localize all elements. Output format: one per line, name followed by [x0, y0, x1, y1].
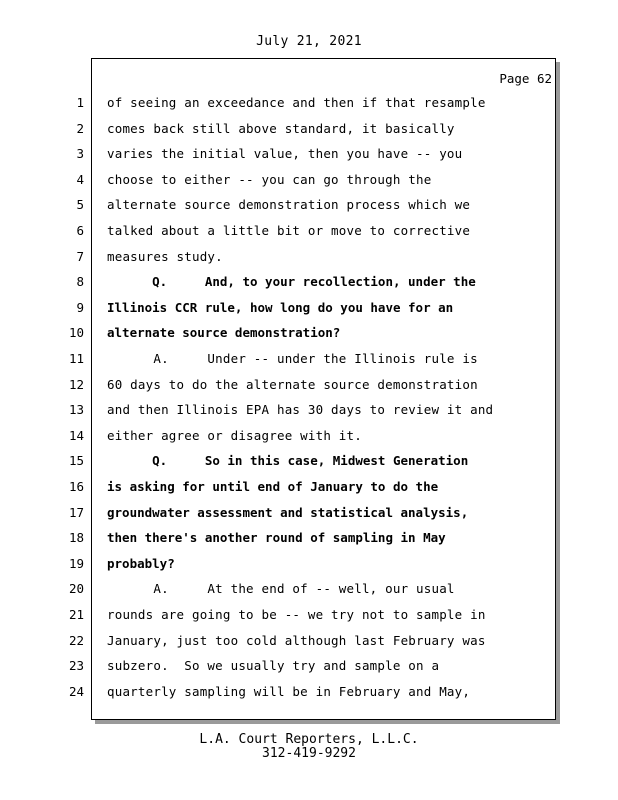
transcript-line [0, 146, 560, 162]
line-text: groundwater assessment and statistical analysis, [107, 504, 469, 520]
line-number: 23 [68, 658, 84, 674]
transcript-line [0, 453, 560, 469]
line-number: 11 [68, 351, 84, 366]
transcript-line [0, 223, 560, 239]
line-number: 22 [68, 632, 84, 648]
transcript-line [0, 428, 560, 444]
line-number: 15 [68, 453, 84, 469]
line-text: choose to either -- you can go through the [107, 171, 432, 187]
line-text: is asking for until end of January to do the [107, 479, 439, 494]
line-text: either agree or disagree with it. [107, 427, 362, 443]
line-text: January, just too cold although last February was [107, 632, 486, 648]
transcript-line [0, 684, 560, 700]
line-text: measures study. [107, 248, 223, 264]
line-number: 12 [68, 376, 84, 392]
line-number: 10 [68, 325, 84, 341]
transcript-line [0, 377, 560, 393]
line-text: varies the initial value, then you have -- you [107, 146, 463, 162]
transcript-line [0, 197, 560, 213]
transcript-line [0, 274, 560, 290]
line-text: probably? [107, 555, 175, 571]
line-text: 60 days to do the alternate source demonstration [107, 376, 478, 392]
transcript-line [0, 95, 560, 111]
line-text: alternate source demonstration process which we [107, 197, 471, 213]
line-number: 21 [68, 607, 84, 622]
transcript-line [0, 121, 560, 137]
line-number: 24 [68, 683, 84, 699]
transcript-line [0, 172, 560, 188]
transcript-line [0, 351, 560, 367]
line-text: rounds are going to be -- we try not to sample in [107, 607, 486, 622]
line-text: comes back still above standard, it basically [107, 120, 455, 136]
line-text: A. Under -- under the Illinois rule is [107, 351, 478, 366]
line-number: 4 [76, 171, 84, 187]
transcript-line [0, 325, 560, 341]
line-number: 1 [76, 95, 84, 110]
transcript-line [0, 530, 560, 546]
line-text: A. At the end of -- well, our usual [107, 581, 455, 597]
transcript-line [0, 556, 560, 572]
line-text: quarterly sampling will be in February and May, [107, 683, 471, 699]
line-number: 6 [76, 223, 84, 238]
line-text: of seeing an exceedance and then if that resample [107, 95, 486, 110]
transcript-line [0, 633, 560, 649]
line-number: 20 [68, 581, 84, 597]
line-number: 3 [76, 146, 84, 162]
transcript-line [0, 581, 560, 597]
transcript-line [0, 300, 560, 316]
line-number: 14 [68, 427, 84, 443]
line-text: subzero. So we usually try and sample on a [107, 658, 440, 674]
line-number: 5 [76, 197, 84, 213]
line-text: Illinois CCR rule, how long do you have for an [107, 299, 454, 315]
transcript-line [0, 658, 560, 674]
line-number: 13 [68, 402, 84, 418]
line-number: 18 [68, 530, 84, 546]
line-text: then there's another round of sampling in May [107, 530, 446, 546]
line-number: 16 [68, 479, 84, 494]
page-number: Page 62 [499, 71, 552, 86]
footer-phone: 312-419-9292 [262, 746, 356, 761]
line-text: talked about a little bit or move to corrective [107, 223, 471, 238]
line-text: and then Illinois EPA has 30 days to review it and [107, 402, 494, 418]
line-text: Q. So in this case, Midwest Generation [107, 453, 469, 469]
line-number: 9 [76, 299, 84, 315]
transcript-line [0, 479, 560, 495]
line-number: 8 [76, 274, 84, 290]
line-text: alternate source demonstration? [107, 325, 341, 341]
line-number: 7 [76, 248, 84, 264]
line-number: 19 [68, 555, 84, 571]
transcript-line [0, 402, 560, 418]
header-date: July 21, 2021 [256, 34, 362, 49]
transcript-line [0, 607, 560, 623]
footer [0, 733, 618, 761]
transcript-line [0, 505, 560, 521]
line-number: 17 [68, 504, 84, 520]
transcript-line [0, 249, 560, 265]
line-number: 2 [76, 120, 84, 136]
line-text: Q. And, to your recollection, under the [107, 274, 476, 290]
footer-company: L.A. Court Reporters, L.L.C. [199, 732, 419, 747]
